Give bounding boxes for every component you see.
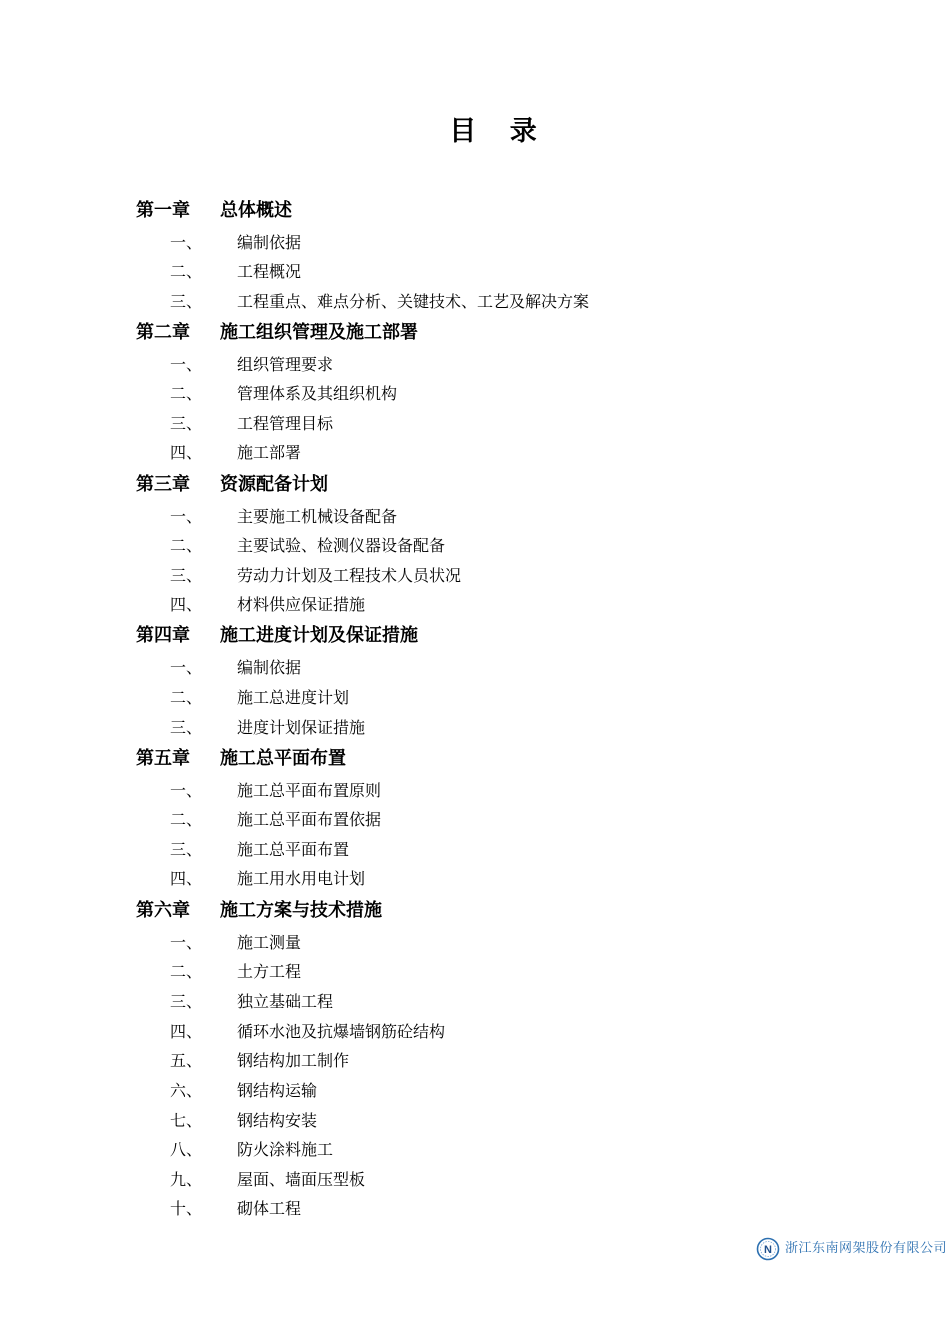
section-title: 施工总进度计划 [237,688,350,707]
company-logo-icon [756,1237,780,1261]
section-number: 三、 [170,566,203,585]
section-number: 三、 [170,840,203,859]
section-number: 六、 [170,1081,203,1100]
section-number: 五、 [170,1051,203,1070]
section-number: 三、 [170,718,203,737]
section-title: 施工用水用电计划 [237,869,366,888]
chapter-number: 第一章 [136,200,190,221]
section-number: 一、 [170,658,203,677]
section-title: 屋面、墙面压型板 [237,1170,366,1189]
section-title: 施工测量 [237,933,302,952]
section-number: 十、 [170,1199,203,1218]
section-title: 主要施工机械设备配备 [237,507,398,526]
section-number: 一、 [170,781,203,800]
section-title: 独立基础工程 [237,992,334,1011]
section-title: 进度计划保证措施 [237,718,366,737]
section-number: 二、 [170,962,203,981]
section-title: 钢结构加工制作 [237,1051,350,1070]
section-title: 施工总平面布置依据 [237,810,382,829]
chapter-title: 施工方案与技术措施 [220,900,382,921]
section-title: 砌体工程 [237,1199,302,1218]
chapter-title: 施工进度计划及保证措施 [220,625,418,646]
section-number: 四、 [170,443,203,462]
section-title: 工程概况 [237,262,302,281]
section-title: 钢结构运输 [237,1081,318,1100]
section-title: 循环水池及抗爆墙钢筋砼结构 [237,1022,446,1041]
section-title: 工程重点、难点分析、关键技术、工艺及解决方案 [237,292,590,311]
section-number: 三、 [170,992,203,1011]
section-title: 土方工程 [237,962,302,981]
section-title: 管理体系及其组织机构 [237,384,398,403]
section-number: 三、 [170,292,203,311]
section-number: 八、 [170,1140,203,1159]
chapter-number: 第六章 [136,900,190,921]
section-title: 编制依据 [237,233,302,252]
section-number: 二、 [170,384,203,403]
chapter-number: 第五章 [136,748,190,769]
section-number: 七、 [170,1111,203,1130]
section-number: 九、 [170,1170,203,1189]
chapter-number: 第二章 [136,322,190,343]
section-number: 一、 [170,355,203,374]
section-number: 一、 [170,233,203,252]
section-number: 四、 [170,869,203,888]
chapter-title: 总体概述 [220,200,292,221]
section-title: 组织管理要求 [237,355,334,374]
logo-letter: N [764,1244,772,1257]
page-title: 目 录 [449,116,549,147]
section-number: 一、 [170,933,203,952]
section-number: 三、 [170,414,203,433]
section-number: 二、 [170,536,203,555]
chapter-number: 第三章 [136,474,190,495]
section-title: 施工总平面布置原则 [237,781,382,800]
section-title: 钢结构安装 [237,1111,318,1130]
company-name: 浙江东南网架股份有限公司 [785,1241,948,1256]
section-number: 一、 [170,507,203,526]
section-number: 二、 [170,810,203,829]
chapter-title: 施工总平面布置 [220,748,346,769]
section-number: 二、 [170,688,203,707]
section-title: 工程管理目标 [237,414,334,433]
section-title: 材料供应保证措施 [237,595,366,614]
chapter-title: 资源配备计划 [220,474,328,495]
section-title: 防火涂料施工 [237,1140,334,1159]
section-title: 施工总平面布置 [237,840,350,859]
section-number: 四、 [170,1022,203,1041]
section-number: 二、 [170,262,203,281]
section-title: 施工部署 [237,443,302,462]
chapter-title: 施工组织管理及施工部署 [220,322,418,343]
section-title: 劳动力计划及工程技术人员状况 [237,566,462,585]
section-number: 四、 [170,595,203,614]
section-title: 编制依据 [237,658,302,677]
section-title: 主要试验、检测仪器设备配备 [237,536,446,555]
chapter-number: 第四章 [136,625,190,646]
